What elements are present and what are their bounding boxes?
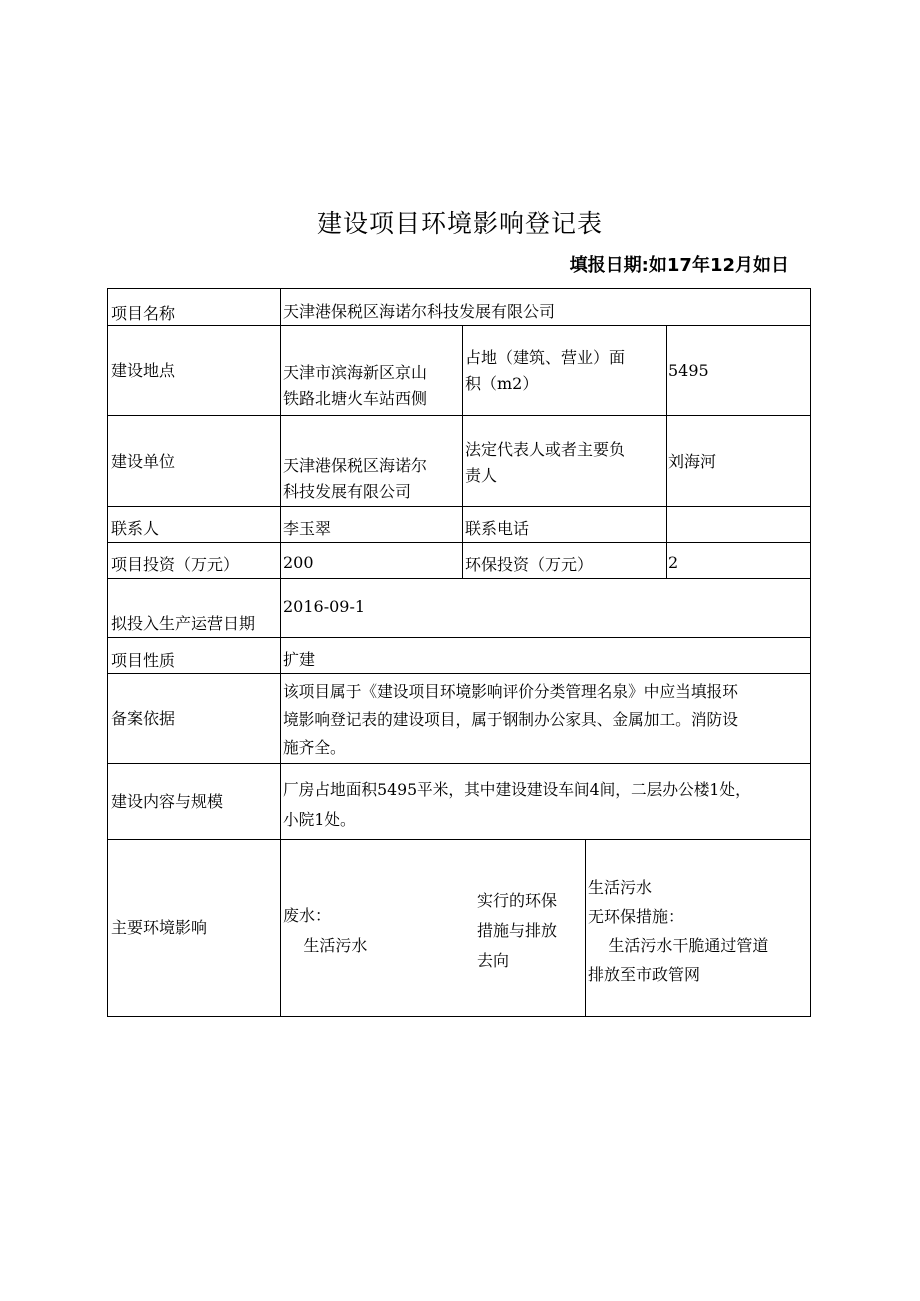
fill-date	[570, 251, 789, 277]
env-investment-label: 环保投资（万元）	[465, 555, 594, 574]
fill-date-year: 17	[666, 255, 692, 276]
contact-value: 李玉翠	[283, 519, 332, 538]
row-divider	[108, 506, 810, 507]
rep-value: 刘海河	[668, 452, 717, 471]
fill-date-month: 12	[709, 255, 735, 276]
measures-value: 生活污水 无环保措施： 生活污水干脆通过管道 排放至市政管网	[588, 878, 769, 984]
column-divider	[462, 325, 463, 578]
investment-value: 200	[283, 553, 314, 572]
row-divider	[108, 325, 810, 326]
unit-label: 建设单位	[111, 452, 176, 471]
fill-date-label: 填报日期:	[569, 255, 649, 276]
phone-label: 联系电话	[465, 519, 530, 538]
basis-label: 备案依据	[111, 709, 176, 728]
start-date-value: 2016-09-1	[283, 597, 366, 616]
area-value: 5495	[668, 361, 709, 380]
row-divider	[108, 673, 810, 674]
nature-label: 项目性质	[111, 651, 176, 670]
scale-label: 建设内容与规模	[111, 792, 224, 811]
fill-date-year-unit: 年	[691, 255, 710, 276]
project-name-label: 项目名称	[111, 304, 176, 323]
column-divider	[666, 325, 667, 578]
project-name-value: 天津港保税区海诺尔科技发展有限公司	[283, 302, 556, 321]
location-value: 天津市滨海新区京山 铁路北塘火车站西侧	[283, 363, 428, 408]
row-divider	[108, 542, 810, 543]
row-divider	[108, 637, 810, 638]
column-divider	[585, 839, 586, 1016]
unit-value: 天津港保税区海诺尔 科技发展有限公司	[283, 456, 428, 501]
env-investment-value: 2	[668, 553, 679, 572]
start-date-label: 拟投入生产运营日期	[111, 614, 256, 633]
measures-label: 实行的环保 措施与排放 去向	[477, 891, 558, 970]
row-divider	[108, 415, 810, 416]
basis-value: 该项目属于《建设项目环境影响评价分类管理名泉》中应当填报环 境影响登记表的建设项目，属于钢制办公家具、金属加工。消防设 施齐全。	[283, 682, 738, 757]
area-label: 占地（建筑、营业）面 积（m2）	[465, 348, 626, 393]
row-divider	[108, 839, 810, 840]
wastewater-value: 废水： 生活污水	[283, 906, 368, 955]
fill-date-prefix2: 如	[753, 255, 771, 276]
nature-value: 扩建	[283, 650, 316, 669]
contact-label: 联系人	[111, 519, 160, 538]
fill-date-prefix1: 如	[648, 255, 667, 276]
row-divider	[108, 763, 810, 764]
impact-label: 主要环境影响	[111, 918, 208, 937]
scale-value: 厂房占地面积5495平米，其中建设建设车间4间，二层办公楼1处， 小院1处。	[283, 780, 751, 829]
location-label: 建设地点	[111, 361, 176, 380]
fill-date-day-unit: 日	[771, 255, 789, 276]
registration-form	[107, 288, 811, 1017]
fill-date-month-unit: 月	[735, 255, 753, 276]
column-divider	[280, 289, 281, 1016]
page-title: 建设项目环境影响登记表	[316, 209, 603, 238]
rep-label: 法定代表人或者主要负 责人	[465, 440, 626, 485]
investment-label: 项目投资（万元）	[111, 555, 240, 574]
row-divider	[108, 578, 810, 579]
